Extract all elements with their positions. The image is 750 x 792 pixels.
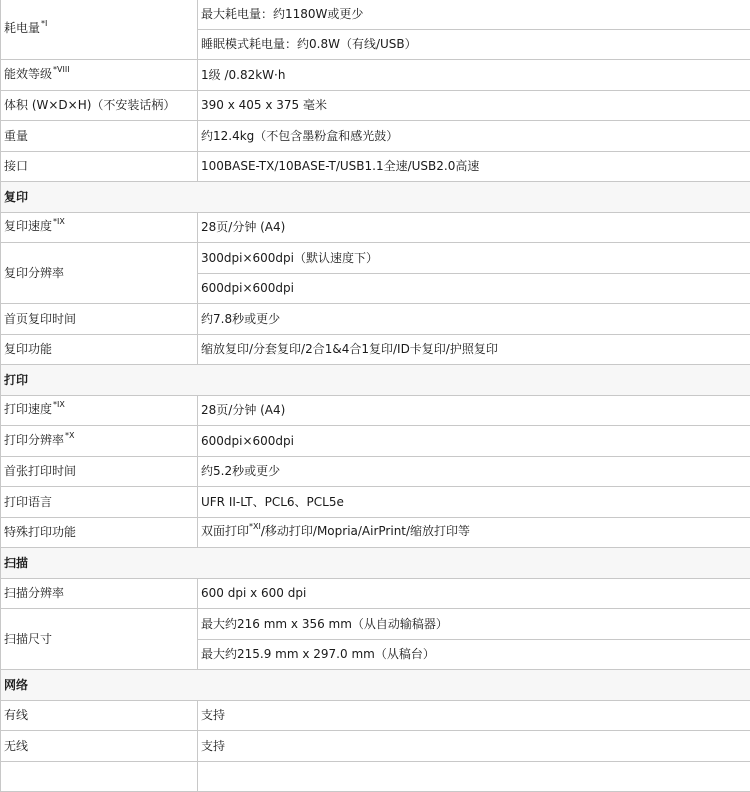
spec-label-text: 首页复印时间: [4, 312, 76, 326]
spec-row: [1, 90, 750, 121]
footnote-mark: *X: [65, 431, 74, 440]
footnote-mark: *VIII: [53, 65, 70, 74]
section-header: [1, 670, 750, 701]
spec-label: [1, 700, 198, 731]
spec-label-text: 打印速度: [4, 402, 52, 416]
spec-row: [1, 700, 750, 731]
spec-label-text: 扫描分辨率: [4, 586, 64, 600]
spec-value: 300dpi×600dpi（默认速度下）: [198, 243, 750, 274]
spec-row: [1, 456, 750, 487]
section-header: [1, 548, 750, 579]
spec-label-text: 无线: [4, 739, 28, 753]
spec-value: 600dpi×600dpi: [198, 273, 750, 304]
footnote-mark: *IX: [53, 217, 65, 226]
spec-label: [1, 60, 198, 91]
spec-label: [1, 517, 198, 548]
spec-label-text: 有线: [4, 708, 28, 722]
spec-value: 600 dpi x 600 dpi: [198, 578, 750, 609]
spec-row: [1, 151, 750, 182]
spec-label: [1, 90, 198, 121]
spec-label-text: 接口: [4, 159, 28, 173]
spec-row: [1, 334, 750, 365]
spec-label: [1, 487, 198, 518]
spec-value: 支持: [198, 731, 750, 762]
spec-label: [1, 456, 198, 487]
spec-label: [1, 304, 198, 335]
spec-value: 100BASE-TX/10BASE-T/USB1.1全速/USB2.0高速: [198, 151, 750, 182]
spec-label-text: 打印语言: [4, 495, 52, 509]
spec-value: [198, 761, 750, 792]
spec-value: 约12.4kg（不包含墨粉盒和感光鼓）: [198, 121, 750, 152]
spec-value: UFR II-LT、PCL6、PCL5e: [198, 487, 750, 518]
spec-label-text: 复印分辨率: [4, 266, 64, 280]
spec-value: 28页/分钟 (A4): [198, 212, 750, 243]
footnote-mark: *IX: [53, 400, 65, 409]
spec-value: 390 x 405 x 375 毫米: [198, 90, 750, 121]
section-header: [1, 182, 750, 213]
spec-value: [198, 517, 750, 548]
spec-value-text: 双面打印: [201, 524, 249, 538]
spec-label-text: 首张打印时间: [4, 464, 76, 478]
spec-row: [1, 517, 750, 548]
spec-row: [1, 121, 750, 152]
spec-row: [1, 304, 750, 335]
spec-label: [1, 609, 198, 670]
spec-row: [1, 761, 750, 792]
spec-row: [1, 426, 750, 457]
spec-row: [1, 578, 750, 609]
spec-label: [1, 0, 198, 60]
spec-value: 最大约216 mm x 356 mm（从自动输稿器）: [198, 609, 750, 640]
spec-value: 支持: [198, 700, 750, 731]
spec-label-text: 能效等级: [4, 67, 52, 81]
spec-row: [1, 0, 750, 29]
footnote-mark: *I: [41, 19, 47, 28]
spec-value: 600dpi×600dpi: [198, 426, 750, 457]
spec-row: [1, 212, 750, 243]
spec-label-text: 复印速度: [4, 219, 52, 233]
spec-value: 28页/分钟 (A4): [198, 395, 750, 426]
spec-table-body: [1, 0, 750, 792]
spec-label-text: 体积 (W×D×H)（不安装话柄）: [4, 98, 175, 112]
spec-row: [1, 243, 750, 274]
section-title: 复印: [1, 182, 750, 213]
spec-label: [1, 212, 198, 243]
spec-label: [1, 334, 198, 365]
spec-label: [1, 578, 198, 609]
spec-label: [1, 761, 198, 792]
spec-label-text: 打印分辨率: [4, 433, 64, 447]
spec-label-text: 特殊打印功能: [4, 525, 76, 539]
spec-value: 1级 /0.82kW·h: [198, 60, 750, 91]
spec-value: 缩放复印/分套复印/2合1&4合1复印/ID卡复印/护照复印: [198, 334, 750, 365]
spec-label: [1, 243, 198, 304]
spec-label: [1, 151, 198, 182]
spec-label-text: 复印功能: [4, 342, 52, 356]
spec-label-text: 扫描尺寸: [4, 632, 52, 646]
spec-row: [1, 395, 750, 426]
spec-row: [1, 60, 750, 91]
spec-value: 睡眠模式耗电量：约0.8W（有线/USB）: [198, 29, 750, 60]
section-header: [1, 365, 750, 396]
section-title: 扫描: [1, 548, 750, 579]
spec-value-text: /移动打印/Mopria/AirPrint/缩放打印等: [261, 524, 470, 538]
section-title: 打印: [1, 365, 750, 396]
spec-row: [1, 487, 750, 518]
spec-label-text: 耗电量: [4, 21, 40, 35]
spec-label: [1, 731, 198, 762]
spec-value: 约7.8秒或更少: [198, 304, 750, 335]
section-title: 网络: [1, 670, 750, 701]
spec-value: 约5.2秒或更少: [198, 456, 750, 487]
spec-row: [1, 731, 750, 762]
spec-label: [1, 121, 198, 152]
spec-label: [1, 426, 198, 457]
footnote-mark: *XI: [249, 522, 261, 531]
spec-value: 最大约215.9 mm x 297.0 mm（从稿台）: [198, 639, 750, 670]
spec-row: [1, 609, 750, 640]
spec-label-text: 重量: [4, 129, 28, 143]
spec-label: [1, 395, 198, 426]
spec-value: 最大耗电量：约1180W或更少: [198, 0, 750, 29]
